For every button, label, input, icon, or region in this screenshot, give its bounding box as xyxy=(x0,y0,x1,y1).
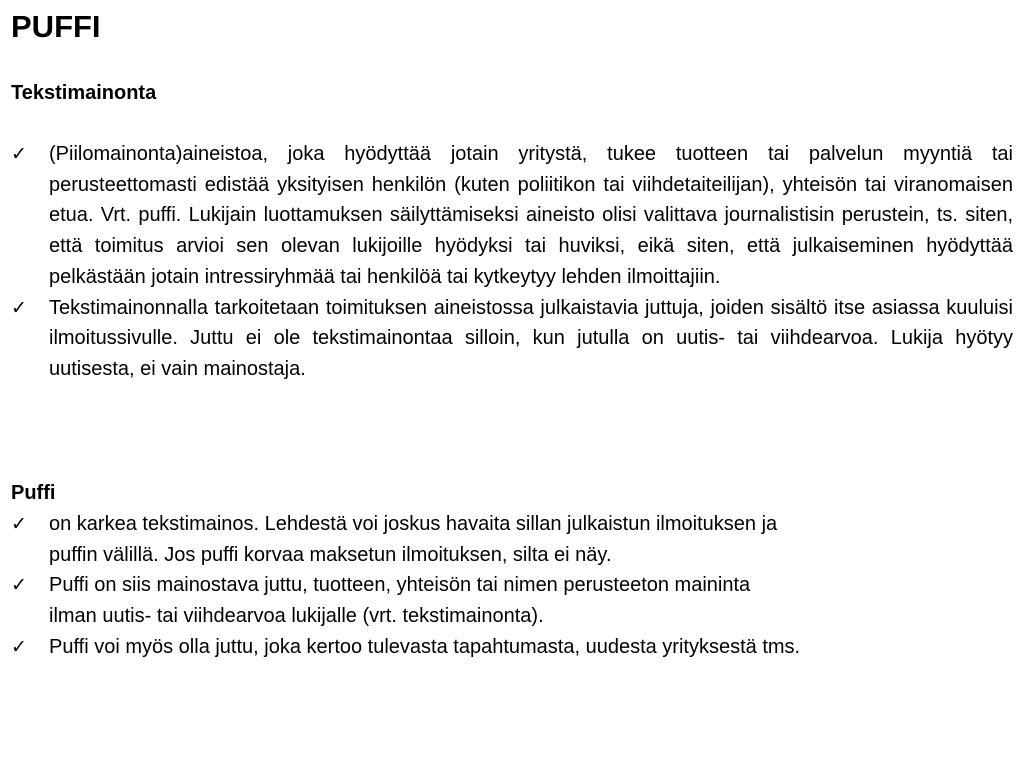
list-item-line: puffin välillä. Jos puffi korvaa maksetun ilmoituksen, silta ei näy. xyxy=(49,543,612,566)
checkmark-icon: ✓ xyxy=(11,143,27,165)
checkmark-icon: ✓ xyxy=(11,513,27,535)
list-item xyxy=(11,509,1013,570)
list-item-line: ilman uutis- tai viihdearvoa lukijalle (vrt. tekstimainonta). xyxy=(49,605,544,628)
section-heading-puffi: Puffi xyxy=(11,482,56,504)
list-item-text: Tekstimainonnalla tarkoitetaan toimituksen aineistossa julkaistavia juttuja, joiden sisältö itse asiassa kuuluisi ilmoitussivulle. Juttu ei ole tekstimainontaa silloin, kun jutulla on uutis- tai viihdearvoa. Lukija hyötyy uutisesta, ei vain mainostaja. xyxy=(49,296,1013,380)
checkmark-icon: ✓ xyxy=(11,635,27,658)
checkmark-icon: ✓ xyxy=(11,574,27,597)
list-item-line: Puffi on siis mainostava juttu, tuotteen, yhteisön tai nimen perusteeton maininta xyxy=(49,574,751,597)
puffi-list xyxy=(11,509,1013,663)
list-item-text: (Piilomainonta)aineistoa, joka hyödyttää jotain yritystä, tukee tuotteen tai palvelun myyntiä tai perusteettomasti edistää yksityisen henkilön (kuten poliitikon tai viihdetaiteilijan), yhteisön tai viranomaisen etua. Vrt. puffi. Lukijain luottamuksen säilyttämiseksi aineisto olisi valittava journalistisin perustein, ts. siten, että toimitus arvioi sen olevan lukijoille hyödyksi tai huviksi, eikä siten, että julkaiseminen hyödyttää pelkästään jotain intressiryhmää tai henkilöä tai kytkeytyy lehden ilmoittajiin. xyxy=(49,143,1013,288)
page-title: PUFFI xyxy=(11,9,101,44)
list-item-line: Puffi voi myös olla juttu, joka kertoo tulevasta tapahtumasta, uudesta yrityksestä tms. xyxy=(49,635,801,658)
list-item xyxy=(11,293,1013,385)
section-heading-tekstimainonta: Tekstimainonta xyxy=(11,82,157,104)
checkmark-icon: ✓ xyxy=(11,296,27,319)
list-item xyxy=(11,632,1013,663)
list-item-line: on karkea tekstimainos. Lehdestä voi joskus havaita sillan julkaistun ilmoituksen ja xyxy=(49,513,778,535)
list-item xyxy=(11,570,1013,631)
tekstimainonta-list xyxy=(11,139,1013,385)
list-item xyxy=(11,139,1013,293)
